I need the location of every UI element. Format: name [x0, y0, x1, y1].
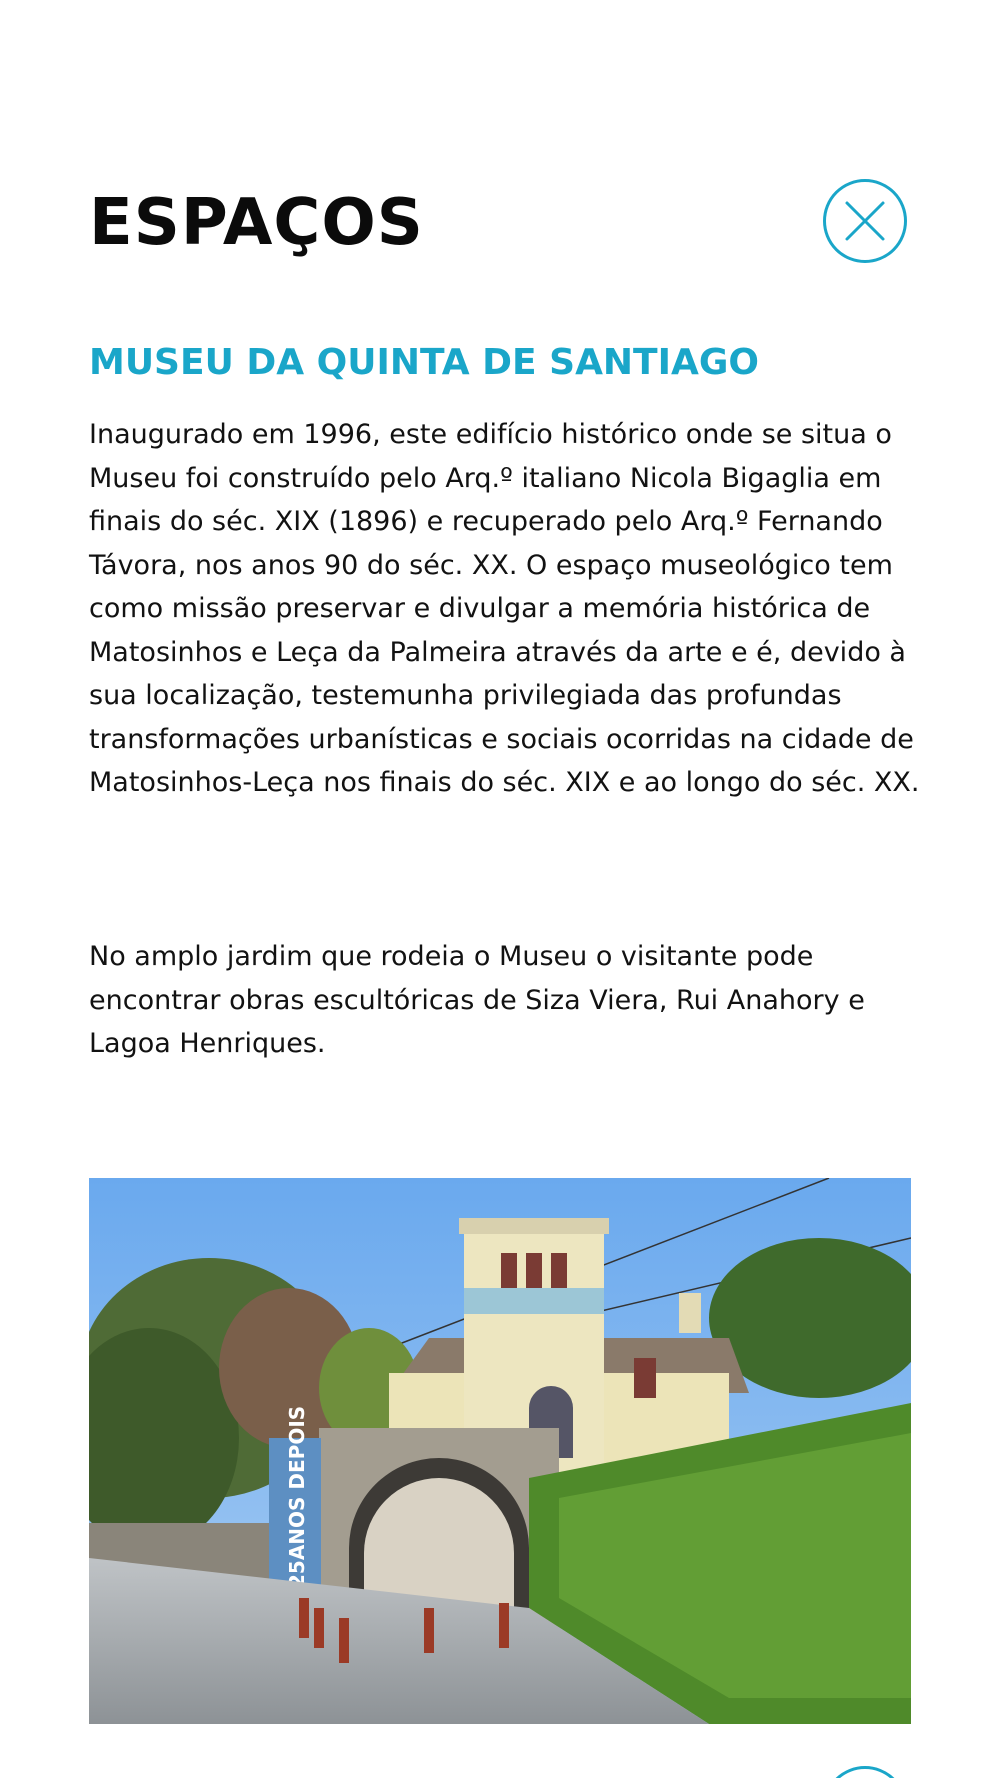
museum-photo: [89, 1178, 911, 1724]
next-close-button[interactable]: [823, 1766, 907, 1778]
banner-text: 25ANOS DEPOIS: [285, 1405, 309, 1588]
garden-paragraph: No amplo jardim que rodeia o Museu o visitante pode encontrar obras escultóricas de Siza Viera, Rui Anahory e Lagoa Henriques.: [89, 941, 865, 1059]
description-paragraph: Inaugurado em 1996, este edifício histórico onde se situa o Museu foi construído pelo Arq.º italiano Nicola Bigaglia em finais do séc. XIX (1896) e recuperado pelo Arq.º Fernando Távora, nos anos 90 do séc. XX. O espaço museológico tem como missão preservar e divulgar a memória histórica de Matosinhos e Leça da Palmeira através da arte e é, devido à sua localização, testemunha privilegiada das profundas transformações urbanísticas e sociais ocorridas na cidade de Matosinhos-Leça nos finais do séc. XIX e ao longo do séc. XX.: [89, 419, 920, 798]
page-title: ESPAÇOS: [89, 186, 424, 260]
section-title: MUSEU DA QUINTA DE SANTIAGO: [89, 342, 760, 383]
close-icon: [826, 182, 904, 260]
close-button[interactable]: [823, 179, 907, 263]
